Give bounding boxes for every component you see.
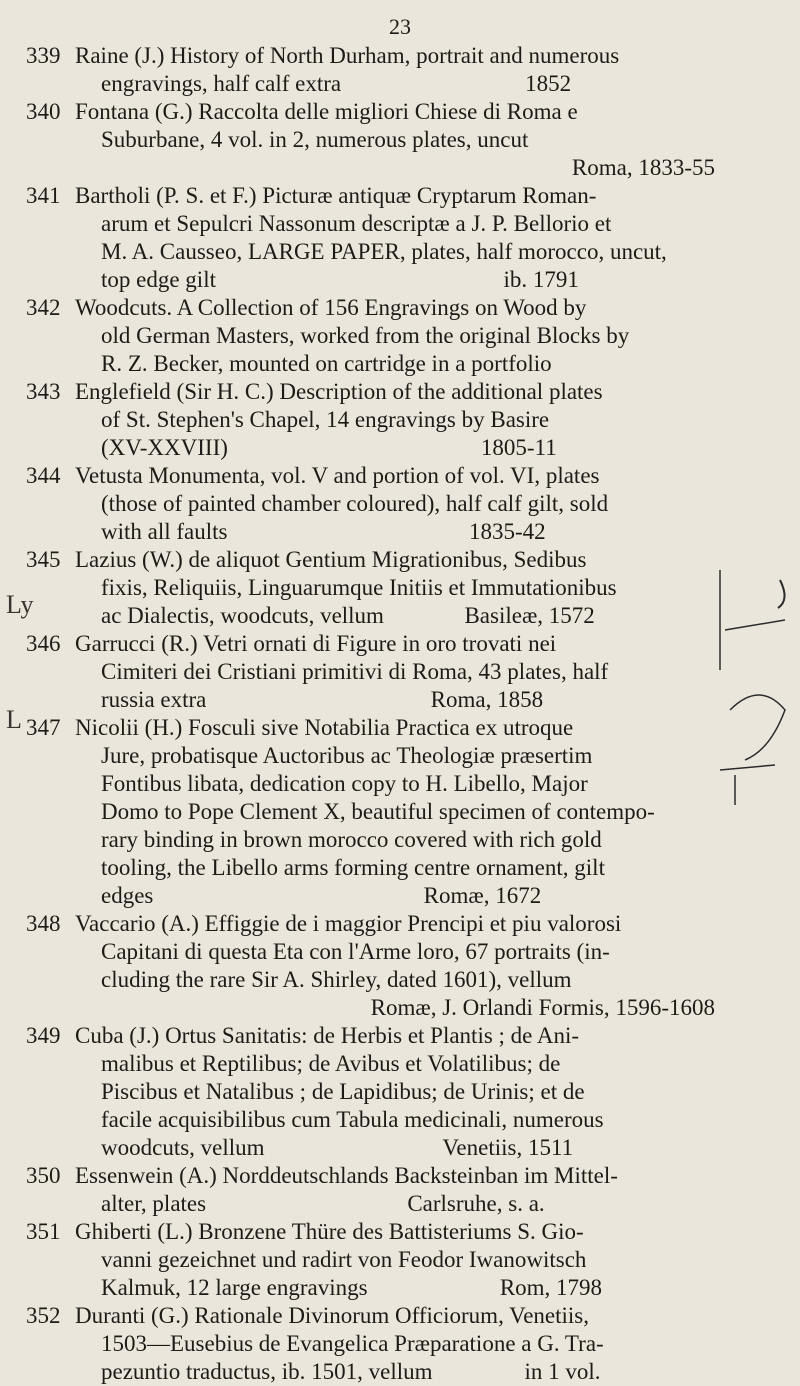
entry-line: rary binding in brown morocco covered with rich gold	[101, 827, 602, 852]
entry-line: Woodcuts. A Collection of 156 Engravings on Wood by	[75, 295, 587, 320]
catalogue-entry	[0, 294, 800, 378]
catalogue-entry	[0, 1218, 800, 1302]
catalogue-entry	[0, 1302, 800, 1386]
entry-line: Capitani di questa Eta con l'Arme loro, 67 portraits (in-	[101, 939, 610, 964]
entry-line: Essenwein (A.) Norddeutschlands Backsteinban im Mittel-	[75, 1163, 618, 1188]
entry-line: Piscibus et Natalibus ; de Lapidibus; de Urinis; et de	[101, 1079, 585, 1104]
entry-line: Fontana (G.) Raccolta delle migliori Chiese di Roma e	[75, 99, 578, 124]
entry-line: edges Romæ, 1672	[101, 883, 542, 908]
entry-line: woodcuts, vellum Venetiis, 1511	[101, 1135, 574, 1160]
entry-line: russia extra Roma, 1858	[101, 687, 544, 712]
entry-line: old German Masters, worked from the original Blocks by	[101, 323, 630, 348]
lot-number: 349	[26, 1023, 61, 1048]
lot-number: 352	[26, 1303, 61, 1328]
entry-line: Kalmuk, 12 large engravings Rom, 1798	[101, 1275, 603, 1300]
catalogue-entry	[0, 1022, 800, 1162]
entry-line: Duranti (G.) Rationale Divinorum Officiorum, Venetiis,	[75, 1303, 589, 1328]
lot-number: 340	[26, 99, 61, 124]
entry-line: tooling, the Libello arms forming centre ornament, gilt	[101, 855, 605, 880]
entry-line: Cuba (J.) Ortus Sanitatis: de Herbis et Plantis ; de Ani-	[75, 1023, 580, 1048]
lot-number: 348	[26, 911, 61, 936]
entry-line: (XV-XXVIII) 1805-11	[101, 435, 557, 460]
entry-line: fixis, Reliquiis, Linguarumque Initiis et Immutationibus	[101, 575, 617, 600]
catalogue-entry	[0, 714, 800, 910]
entry-line: with all faults 1835-42	[101, 519, 546, 544]
entry-line: Roma, 1833-55	[571, 155, 715, 180]
lot-number: 351	[26, 1219, 61, 1244]
entry-line: top edge gilt ib. 1791	[101, 267, 579, 292]
entry-line: Domo to Pope Clement X, beautiful specimen of contempo-	[101, 799, 655, 824]
entry-line: (those of painted chamber coloured), half calf gilt, sold	[101, 491, 609, 516]
entry-description	[75, 630, 715, 714]
entry-line: Cimiteri dei Cristiani primitivi di Roma, 43 plates, half	[101, 659, 609, 684]
catalogue-entry	[0, 546, 800, 630]
margin-note-lot-347: Ly	[6, 590, 34, 619]
lot-number: 344	[26, 463, 61, 488]
entry-line: facile acquisibilibus cum Tabula medicinali, numerous	[101, 1107, 604, 1132]
entry-description	[75, 714, 715, 910]
entry-line: ac Dialectis, woodcuts, vellum Basileæ, 1572	[101, 603, 595, 628]
catalogue-entries	[0, 42, 800, 1386]
entry-description	[75, 98, 715, 182]
entry-line: M. A. Causseo, LARGE PAPER, plates, half morocco, uncut,	[101, 239, 667, 264]
lot-number: 339	[26, 43, 61, 68]
entry-line: Jure, probatisque Auctoribus ac Theologiæ præsertim	[101, 743, 593, 768]
page-number: 23	[389, 14, 411, 39]
margin-note-lot-348: L	[6, 705, 22, 734]
entry-line: Lazius (W.) de aliquot Gentium Migrationibus, Sedibus	[75, 547, 587, 572]
entry-line: engravings, half calf extra 1852	[101, 71, 572, 96]
entry-line: Vetusta Monumenta, vol. V and portion of vol. VI, plates	[75, 463, 600, 488]
entry-line: 1503—Eusebius de Evangelica Præparatione a G. Tra-	[101, 1331, 604, 1356]
catalogue-entry	[0, 630, 800, 714]
lot-number: 343	[26, 379, 61, 404]
entry-line: Bartholi (P. S. et F.) Picturæ antiquæ Cryptarum Roman-	[75, 183, 597, 208]
entry-description	[75, 546, 715, 630]
lot-number: 350	[26, 1163, 61, 1188]
catalogue-entry	[0, 98, 800, 182]
entry-description	[75, 910, 715, 1022]
catalogue-entry	[0, 910, 800, 1022]
entry-line: Englefield (Sir H. C.) Description of the additional plates	[75, 379, 603, 404]
entry-description	[75, 294, 715, 378]
entry-description	[75, 182, 715, 294]
catalogue-entry	[0, 378, 800, 462]
entry-line: Vaccario (A.) Effiggie de i maggior Prencipi et piu valorosi	[75, 911, 622, 936]
entry-line: vanni gezeichnet und radirt von Feodor Iwanowitsch	[101, 1247, 587, 1272]
lot-number: 342	[26, 295, 61, 320]
entry-description	[75, 462, 715, 546]
lot-number: 346	[26, 631, 61, 656]
entry-description	[75, 42, 715, 98]
entry-line: Ghiberti (L.) Bronzene Thüre des Battisteriums S. Gio-	[75, 1219, 584, 1244]
catalogue-entry	[0, 1162, 800, 1218]
entry-description	[75, 1218, 715, 1302]
entry-line: alter, plates Carlsruhe, s. a.	[101, 1191, 545, 1216]
entry-description	[75, 1302, 715, 1386]
entry-line: Nicolii (H.) Fosculi sive Notabilia Practica ex utroque	[75, 715, 574, 740]
catalogue-entry	[0, 42, 800, 98]
entry-line: Garrucci (R.) Vetri ornati di Figure in oro trovati nei	[75, 631, 557, 656]
entry-line: Raine (J.) History of North Durham, portrait and numerous	[75, 43, 620, 68]
entry-line: arum et Sepulcri Nassonum descriptæ a J. P. Bellorio et	[101, 211, 612, 236]
entry-description	[75, 1162, 715, 1218]
lot-number: 341	[26, 183, 61, 208]
entry-line: Suburbane, 4 vol. in 2, numerous plates, uncut	[101, 127, 529, 152]
entry-description	[75, 378, 715, 462]
catalogue-entry	[0, 182, 800, 294]
entry-line: R. Z. Becker, mounted on cartridge in a portfolio	[101, 351, 552, 376]
lot-number: 347	[26, 715, 61, 740]
entry-line: of St. Stephen's Chapel, 14 engravings by Basire	[101, 407, 550, 432]
entry-line: Romæ, J. Orlandi Formis, 1596-1608	[370, 995, 715, 1020]
entry-line: cluding the rare Sir A. Shirley, dated 1601), vellum	[101, 967, 572, 992]
entry-line: pezuntio traductus, ib. 1501, vellum in 1 vol.	[101, 1359, 601, 1384]
entry-line: malibus et Reptilibus; de Avibus et Volatilibus; de	[101, 1051, 561, 1076]
catalogue-entry	[0, 462, 800, 546]
entry-description	[75, 1022, 715, 1162]
lot-number: 345	[26, 547, 61, 572]
entry-line: Fontibus libata, dedication copy to H. Libello, Major	[101, 771, 588, 796]
